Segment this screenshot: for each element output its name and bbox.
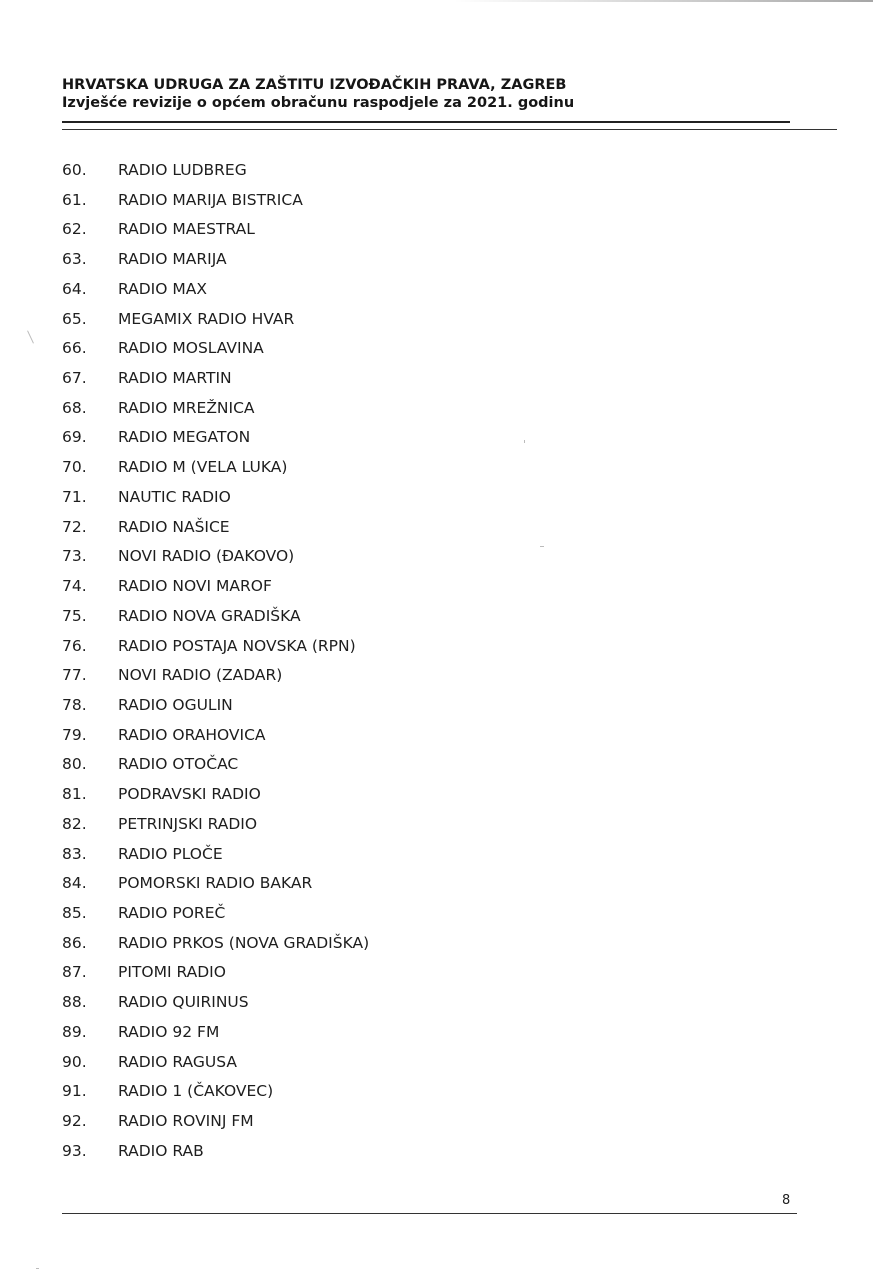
list-item-number: 80. xyxy=(62,755,87,774)
list-item-number: 87. xyxy=(62,963,87,982)
list-item-station-name: PETRINJSKI RADIO xyxy=(118,814,258,833)
page-number: 8 xyxy=(782,1193,791,1208)
list-item xyxy=(62,156,369,186)
list-item xyxy=(62,453,369,483)
list-item xyxy=(62,394,369,424)
list-item-station-name: RADIO MEGATON xyxy=(118,428,251,447)
list-item-number: 62. xyxy=(62,220,87,239)
list-item-station-name: RADIO M (VELA LUKA) xyxy=(118,458,288,477)
list-item xyxy=(62,1107,369,1137)
list-item-station-name: RADIO PLOČE xyxy=(118,844,223,863)
list-item-number: 84. xyxy=(62,874,87,893)
list-item-number: 90. xyxy=(62,1052,87,1071)
list-item-station-name: RADIO NOVI MAROF xyxy=(118,577,272,596)
list-item-number: 78. xyxy=(62,695,87,714)
list-item-station-name: RADIO QUIRINUS xyxy=(118,993,249,1012)
list-item-station-name: NOVI RADIO (ĐAKOVO) xyxy=(118,547,295,566)
list-item xyxy=(62,215,369,245)
list-item xyxy=(62,632,369,662)
list-item xyxy=(62,572,369,602)
scan-speck xyxy=(524,440,525,443)
header-report-subtitle: Izvješće revizije o općem obračunu raspodjele za 2021. godinu xyxy=(62,95,575,111)
footer-rule xyxy=(62,1213,797,1214)
scan-speck xyxy=(36,1268,39,1269)
list-item-station-name: RADIO MAESTRAL xyxy=(118,220,255,239)
list-item-station-name: RADIO RAGUSA xyxy=(118,1052,237,1071)
list-item-station-name: RADIO OTOČAC xyxy=(118,755,239,774)
list-item xyxy=(62,483,369,513)
list-item-number: 73. xyxy=(62,547,87,566)
list-item-number: 63. xyxy=(62,250,87,269)
list-item-station-name: RADIO POSTAJA NOVSKA (RPN) xyxy=(118,636,356,655)
list-item-station-name: RADIO POREČ xyxy=(118,903,226,922)
list-item-station-name: POMORSKI RADIO BAKAR xyxy=(118,874,313,893)
list-item-station-name: MEGAMIX RADIO HVAR xyxy=(118,309,295,328)
list-item-number: 76. xyxy=(62,636,87,655)
list-item-station-name: NOVI RADIO (ZADAR) xyxy=(118,666,283,685)
list-item-number: 83. xyxy=(62,844,87,863)
list-item-station-name: RADIO ORAHOVICA xyxy=(118,725,266,744)
list-item xyxy=(62,1077,369,1107)
list-item xyxy=(62,423,369,453)
list-item xyxy=(62,245,369,275)
scan-speck xyxy=(27,330,34,343)
list-item xyxy=(62,305,369,335)
list-item-station-name: RADIO OGULIN xyxy=(118,695,233,714)
list-item-number: 86. xyxy=(62,933,87,952)
list-item xyxy=(62,721,369,751)
list-item xyxy=(62,958,369,988)
list-item xyxy=(62,780,369,810)
list-item-station-name: RADIO 92 FM xyxy=(118,1022,220,1041)
list-item xyxy=(62,691,369,721)
list-item-number: 66. xyxy=(62,339,87,358)
list-item-station-name: RADIO NAŠICE xyxy=(118,517,230,536)
list-item-number: 69. xyxy=(62,428,87,447)
list-item-station-name: PODRAVSKI RADIO xyxy=(118,785,261,804)
list-item-station-name: RADIO MREŽNICA xyxy=(118,398,255,417)
list-item-number: 88. xyxy=(62,993,87,1012)
list-item-station-name: RADIO MARIJA BISTRICA xyxy=(118,190,303,209)
list-item-station-name: RADIO MAX xyxy=(118,279,207,298)
list-item xyxy=(62,364,369,394)
list-item-number: 77. xyxy=(62,666,87,685)
list-item-station-name: RADIO PRKOS (NOVA GRADIŠKA) xyxy=(118,933,370,952)
list-item-station-name: RADIO MARIJA xyxy=(118,250,227,269)
list-item-number: 74. xyxy=(62,577,87,596)
list-item-number: 61. xyxy=(62,190,87,209)
list-item xyxy=(62,929,369,959)
list-item-station-name: RADIO MOSLAVINA xyxy=(118,339,264,358)
document-header xyxy=(62,76,802,112)
list-item-station-name: PITOMI RADIO xyxy=(118,963,226,982)
list-item xyxy=(62,602,369,632)
list-item xyxy=(62,661,369,691)
radio-station-list xyxy=(62,156,369,1166)
scan-edge-shadow xyxy=(453,0,873,2)
list-item xyxy=(62,1137,369,1167)
list-item xyxy=(62,810,369,840)
list-item-number: 68. xyxy=(62,398,87,417)
list-item-station-name: RADIO 1 (ČAKOVEC) xyxy=(118,1082,274,1101)
list-item-station-name: NAUTIC RADIO xyxy=(118,487,231,506)
header-organization-title: HRVATSKA UDRUGA ZA ZAŠTITU IZVOĐAČKIH PRAVA, ZAGREB xyxy=(62,77,567,93)
list-item xyxy=(62,1018,369,1048)
list-item-number: 81. xyxy=(62,785,87,804)
list-item-station-name: RADIO MARTIN xyxy=(118,369,232,388)
list-item-number: 64. xyxy=(62,279,87,298)
list-item xyxy=(62,899,369,929)
list-item xyxy=(62,840,369,870)
header-rule-thick xyxy=(62,121,790,123)
list-item xyxy=(62,1048,369,1078)
list-item-number: 60. xyxy=(62,161,87,179)
list-item-number: 92. xyxy=(62,1112,87,1130)
list-item-station-name: RADIO NOVA GRADIŠKA xyxy=(118,606,301,625)
list-item-number: 67. xyxy=(62,369,87,388)
list-item-number: 89. xyxy=(62,1022,87,1041)
list-item-number: 71. xyxy=(62,487,87,506)
list-item-station-name: RADIO RAB xyxy=(118,1141,204,1160)
list-item-number: 75. xyxy=(62,606,87,625)
list-item xyxy=(62,334,369,364)
list-item-station-name: RADIO LUDBREG xyxy=(118,161,247,179)
list-item-number: 93. xyxy=(62,1141,87,1160)
list-item xyxy=(62,542,369,572)
list-item xyxy=(62,869,369,899)
list-item-number: 79. xyxy=(62,725,87,744)
header-rule-thin xyxy=(62,129,837,130)
list-item-station-name: RADIO ROVINJ FM xyxy=(118,1112,254,1130)
list-item-number: 70. xyxy=(62,458,87,477)
list-item xyxy=(62,275,369,305)
list-item-number: 91. xyxy=(62,1082,87,1101)
list-item xyxy=(62,988,369,1018)
list-item-number: 65. xyxy=(62,309,87,328)
list-item xyxy=(62,186,369,216)
list-item xyxy=(62,750,369,780)
list-item-number: 85. xyxy=(62,903,87,922)
list-item-number: 82. xyxy=(62,814,87,833)
scan-speck xyxy=(540,546,544,547)
list-item-number: 72. xyxy=(62,517,87,536)
list-item xyxy=(62,513,369,543)
